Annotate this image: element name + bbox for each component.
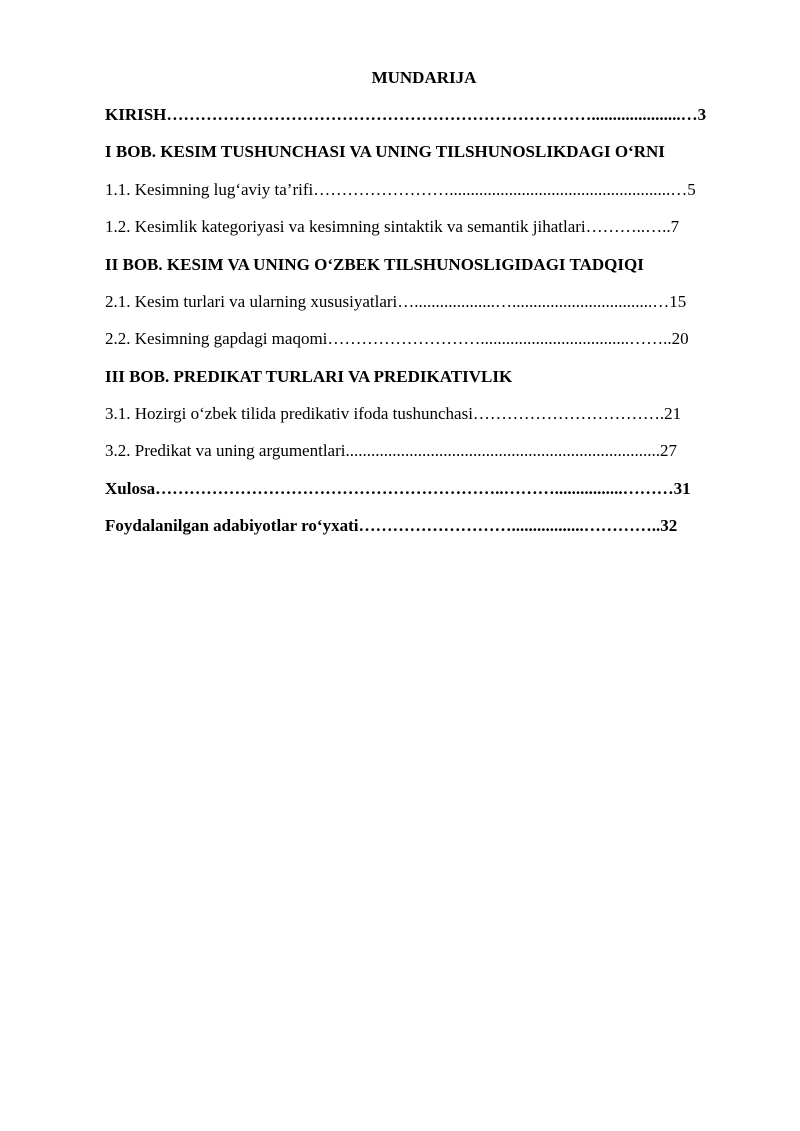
toc-entry-kirish: KIRISH………………………………………………………………….....................…3 bbox=[105, 105, 707, 124]
toc-entry-1-2: 1.2. Kesimlik kategoriyasi va kesimning sintaktik va semantik jihatlari………..…..7 bbox=[105, 217, 680, 236]
toc-entry-3-2: 3.2. Predikat va uning argumentlari..........................................................................27 bbox=[105, 441, 677, 460]
toc-entry-adabiyotlar: Foydalanilgan adabiyotlar ro‘yxati……………………….................…………..32 bbox=[105, 516, 678, 535]
toc-entry-3-1: 3.1. Hozirgi o‘zbek tilida predikativ ifoda tushunchasi…………………………….21 bbox=[105, 404, 682, 423]
toc-entry-2-1: 2.1. Kesim turlari va ularning xususiyatlari…...................….................................…15 bbox=[105, 292, 687, 311]
toc-chapter-2: II BOB. KESIM VA UNING O‘ZBEK TILSHUNOSLIGIDAGI TADQIQI bbox=[105, 255, 644, 274]
toc-entry-xulosa: Xulosa……………………………………………………..………................………31 bbox=[105, 479, 691, 498]
toc-title: MUNDARIJA bbox=[371, 68, 477, 87]
toc-entry-1-1: 1.1. Kesimning lug‘aviy ta’rifi……………………....................................................…5 bbox=[105, 180, 696, 199]
toc-chapter-3: III BOB. PREDIKAT TURLARI VA PREDIKATIVLIK bbox=[105, 367, 513, 386]
toc-chapter-1: I BOB. KESIM TUSHUNCHASI VA UNING TILSHUNOSLIKDAGI O‘RNI bbox=[105, 142, 665, 161]
toc-entry-2-2: 2.2. Kesimning gapdagi maqomi………………………...................................……..20 bbox=[105, 329, 689, 348]
